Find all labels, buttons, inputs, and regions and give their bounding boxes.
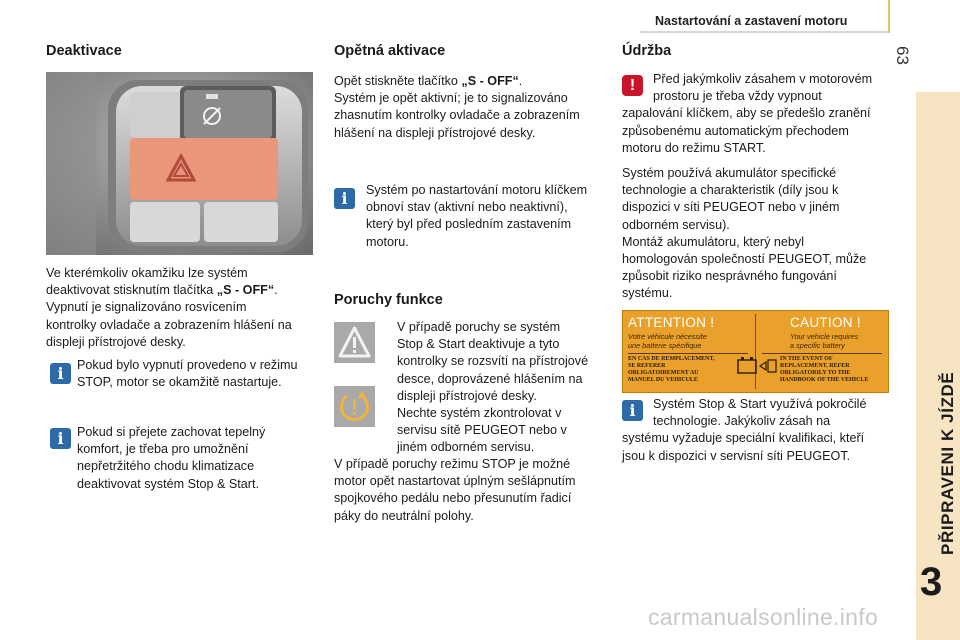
page-number: 63 [893,46,912,65]
label-right-title: CAUTION ! [790,315,861,330]
info-icon: i [50,363,71,384]
info-note-thermal-comfort: Pokud si přejete zachovat tepelný komfort, je třeba pro umožnění nepřetržitého chodu klimatizace deaktivovat systém Stop & Start. [77,425,266,491]
battery-icon [734,354,782,378]
label-left-small: EN CAS DE REMPLACEMENT, SE REFERER OBLIGATOIREMENT AU MANUEL DU VEHICULE [628,356,715,383]
info-note-stop-restart: Pokud bylo vypnutí provedeno v režimu STOP, motor se okamžitě nastartuje. [77,358,298,390]
s-off-button-photo [46,72,313,255]
battery-caution-label [622,310,889,393]
label-right-subtitle: Your vehicle requires a specific battery [790,332,859,350]
deaktivace-text: Ve kterémkoliv okamžiku lze systém deaktivovat stisknutím tlačítka „S - OFF“. Vypnutí je signalizováno rosvícením kontrolky ovladače a zobrazením hlášení na displeji přístrojové desky. [46,266,292,349]
heading-deaktivace: Deaktivace [46,43,122,59]
info-icon: i [622,400,643,421]
header-rule [640,31,888,33]
warning-light-icon [334,322,375,363]
header-accent-line [888,0,890,33]
warning-icon: ! [622,75,643,96]
heading-opetna-aktivace: Opětná aktivace [334,43,446,59]
chapter-number: 3 [920,560,943,604]
heading-poruchy-funkce: Poruchy funkce [334,292,443,308]
label-right-small: IN THE EVENT OF REPLACEMENT, REFER OBLIGATORILY TO THE HANDBOOK OF THE VEHICLE [780,356,869,383]
info-icon: i [50,428,71,449]
heading-udrzba: Údržba [622,43,672,59]
page-header-title: Nastartování a zastavení motoru [655,14,848,28]
chapter-side-band [916,92,960,640]
udrzba-battery-text: Systém používá akumulátor specifické technologie a charakteristik (díly jsou k dispozici v síti PEUGEOT nebo v jiném odborném servisu). Montáž akumulátoru, který nebyl homologován společností PEUGEOT, může způsobit riziko nesprávného fungování systému. [622,166,867,301]
watermark: carmanualsonline.info [648,604,879,630]
udrzba-warning-text: Před jakýmkoliv zásahem v motorovém prostoru je třeba vždy vypnout zapalování klíčkem, aby se předešlo zranění způsobenému automatickým přechodem motoru do režimu START. [622,72,873,155]
info-note-state-restore: Systém po nastartování motoru klíčkem obnoví stav (aktivní nebo neaktivní), který byl před posledním zastavením motoru. [366,183,588,249]
label-left-title: ATTENTION ! [628,315,715,330]
poruchy-funkce-text: V případě poruchy se systém Stop & Start deaktivuje a tyto kontrolky se rozsvítí na přístrojové desce, doprovázené hlášením na displeji přístrojové desky. Nechte systém zkontrolovat v servisu sítě PEUGEOT nebo v jiném odborném servisu. [397,320,589,455]
opetna-aktivace-text: Opět stiskněte tlačítko „S - OFF“. Systém je opět aktivní; je to signalizováno zhasnutím kontrolky ovladače a zobrazením hlášení na displeji přístrojové desky. [334,74,580,140]
udrzba-info-text: Systém Stop & Start využívá pokročilé technologie. Jakýkoliv zásah na systému vyžaduje speciální kvalifikaci, kteří jsou k dispozici v servisní síti PEUGEOT. [622,397,867,463]
label-left-subtitle: Votre véhicule nécessite une batterie spécifique [628,332,707,350]
stop-start-fault-icon [334,386,375,427]
chapter-title: PŘIPRAVENI K JÍZDĚ [938,371,957,555]
info-icon: i [334,188,355,209]
poruchy-stop-text: V případě poruchy režimu STOP je možné motor opět nastartovat úplným sešlápnutím spojkového pedálu nebo přesunutím řadicí páky do neutrální polohy. [334,457,576,523]
